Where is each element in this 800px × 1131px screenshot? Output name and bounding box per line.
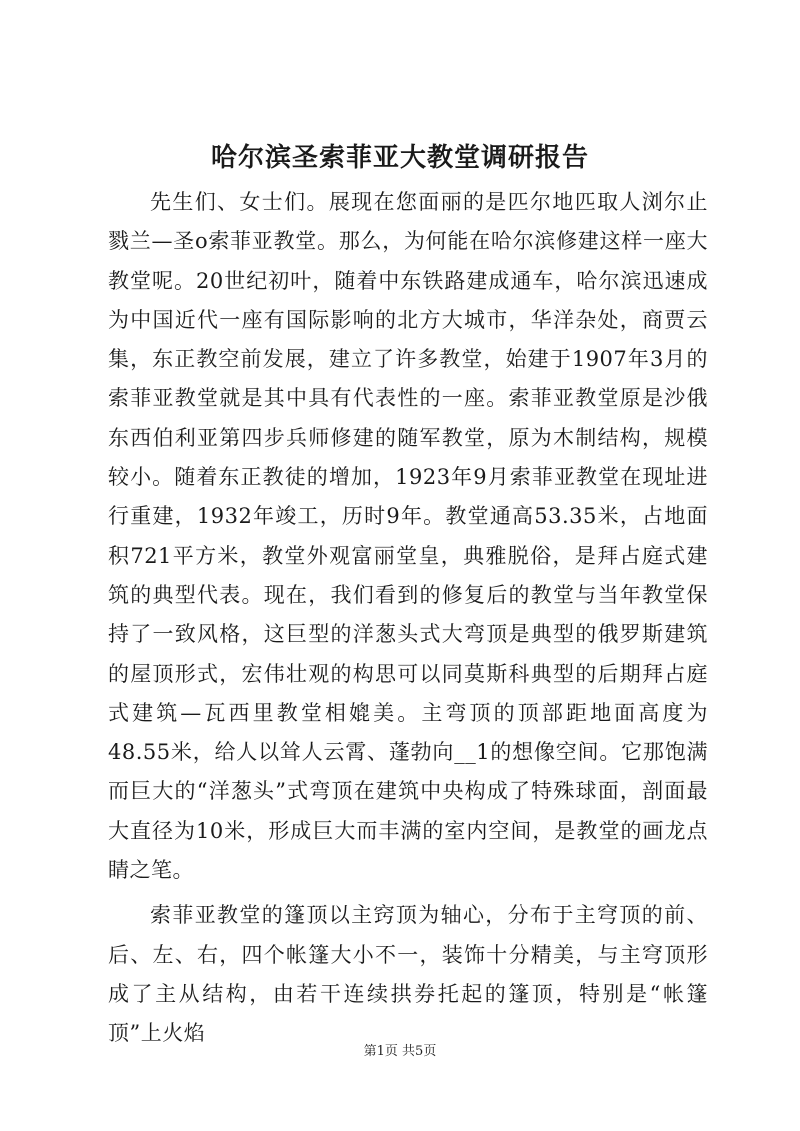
document-body [108,183,708,1054]
page-footer: 第1页 共5页 [363,1044,437,1059]
paragraph-1: 先生们、女士们。展现在您面丽的是匹尔地匹取人浏尔止戮兰—圣o索菲亚教堂。那么，为何能在哈尔滨修建这样一座大教堂呢。20世纪初叶，随着中东铁路建成通车，哈尔滨迅速成为中国近代一座有国际影响的北方大城市，华洋杂处，商贾云集，东正教空前发展，建立了许多教堂，始建于1907年3月的索菲亚教堂就是其中具有代表性的一座。索菲亚教堂原是沙俄东西伯利亚第四步兵师修建的随军教堂，原为木制结构，规模较小。随着东正教徒的增加，1923年9月索菲亚教堂在现址进行重建，1932年竣工，历时9年。教堂通高53.35米，占地面积721平方米，教堂外观富丽堂皇，典雅脱俗，是拜占庭式建筑的典型代表。现在，我们看到的修复后的教堂与当年教堂保持了一致风格，这巨型的洋葱头式大弯顶是典型的俄罗斯建筑的屋顶形式，宏伟壮观的构思可以同莫斯科典型的后期拜占庭式建筑—瓦西里教堂相媲美。主弯顶的顶部距地面高度为48.55米，给人以耸人云霄、蓬勃向__1的想像空间。它那饱满而巨大的“洋葱头”式弯顶在建筑中央构成了特殊球面，剖面最大直径为10米，形成巨大而丰满的室内空间，是教堂的画龙点睛之笔。 [108,190,708,883]
paragraph-2: 索菲亚教堂的篷顶以主窍顶为轴心，分布于主穹顶的前、后、左、右，四个帐篷大小不一，装饰十分精美，与主穹顶形成了主从结构，由若干连续拱券托起的篷顶，特别是“帐篷顶”上火焰 [108,903,708,1046]
document-title: 哈尔滨圣索菲亚大教堂调研报告 [210,143,589,173]
